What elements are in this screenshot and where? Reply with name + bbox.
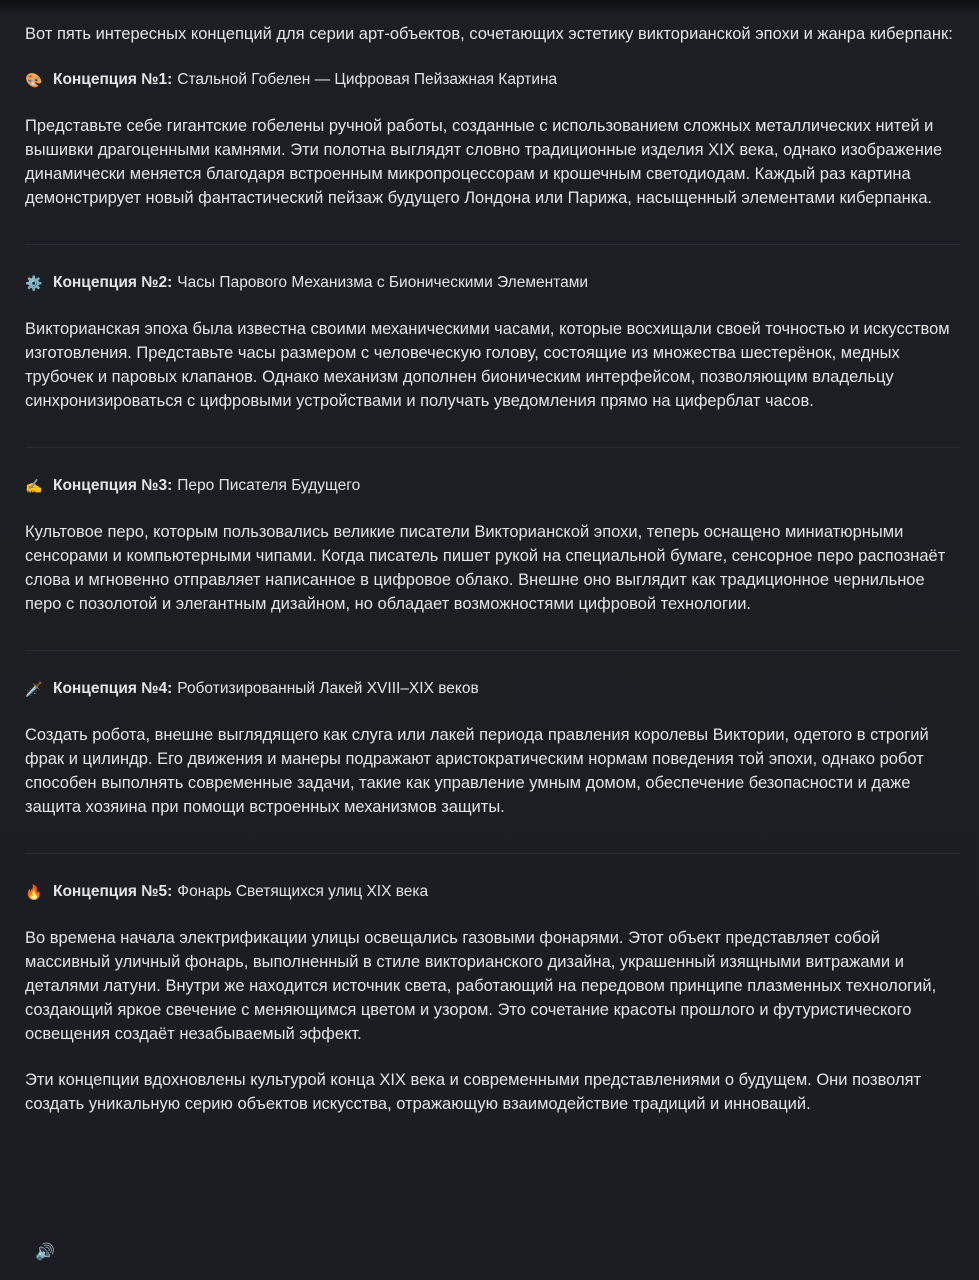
message-content <box>25 22 960 1116</box>
writing-hand-icon: ✍️ <box>25 478 43 494</box>
divider <box>25 853 960 854</box>
concept-title: Часы Парового Механизма с Бионическими Элементами <box>177 274 589 291</box>
concept-label: Концепция №2: <box>53 274 173 291</box>
intro-text: Вот пять интересных концепций для серии арт-объектов, сочетающих эстетику викторианской эпохи и жанра киберпанк: <box>25 25 953 43</box>
concept-label: Концепция №3: <box>53 477 173 494</box>
concept-1 <box>25 68 960 210</box>
concept-5 <box>25 880 960 1046</box>
concept-label: Концепция №5: <box>53 883 173 900</box>
concept-4 <box>25 677 960 819</box>
concept-title: Стальной Гобелен — Цифровая Пейзажная Картина <box>177 71 558 88</box>
concept-text: Культовое перо, которым пользовались великие писатели Викторианской эпохи, теперь оснащено миниатюрными сенсорами и компьютерными чипами. Когда писатель пишет рукой на специальной бумаге, сенсорное перо распознаёт слова и мгновенно отправляет написанное в цифровое облако. Внешне оно выглядит как традиционное чернильное перо с позолотой и элегантным дизайном, но обладает возможностями цифровой технологии. <box>25 523 946 613</box>
outro-text: Эти концепции вдохновлены культурой конца XIX века и современными представлениями о будущем. Они позволят создать уникальную серию объектов искусства, отражающую взаимодействие традиций и инноваций. <box>25 1071 922 1113</box>
divider <box>25 244 960 245</box>
concept-title: Перо Писателя Будущего <box>177 477 361 494</box>
palette-icon: 🎨 <box>25 72 43 88</box>
concept-label: Концепция №4: <box>53 680 173 697</box>
fire-icon: 🔥 <box>25 884 43 900</box>
concept-3 <box>25 474 960 616</box>
divider <box>25 650 960 651</box>
concept-text: Викторианская эпоха была известна своими механическими часами, которые восхищали своей точностью и искусством изготовления. Представьте часы размером с человеческую голову, состоящие из множества шестерёнок, медных трубочек и паровых клапанов. Однако механизм дополнен бионическим интерфейсом, позволяющим владельцу синхронизироваться с цифровыми устройствами и получать уведомления прямо на циферблат часов. <box>25 320 950 410</box>
concept-title: Фонарь Светящихся улиц XIX века <box>177 883 429 900</box>
divider <box>25 447 960 448</box>
concept-title: Роботизированный Лакей XVIII–XIX веков <box>177 680 479 697</box>
dagger-icon: 🗡️ <box>25 681 43 697</box>
concept-text: Создать робота, внешне выглядящего как слуга или лакей периода правления королевы Виктории, одетого в строгий фрак и цилиндр. Его движения и манеры подражают аристократическим нормам поведения той эпохи, однако робот способен выполнять современные задачи, такие как управление умным домом, обеспечение безопасности и даже защита хозяина при помощи встроенных механизмов защиты. <box>25 726 929 816</box>
speaker-icon[interactable]: 🔊 <box>35 1244 55 1261</box>
concept-label: Концепция №1: <box>53 71 173 88</box>
concept-text: Представьте себе гигантские гобелены ручной работы, созданные с использованием сложных металлических нитей и вышивки драгоценными камнями. Эти полотна выглядят словно традиционные изделия XIX века, однако изображение динамически меняется благодаря встроенным микропроцессорам и крошечным светодиодам. Каждый раз картина демонстрирует новый фантастический пейзаж будущего Лондона или Парижа, насыщенный элементами киберпанка. <box>25 117 943 207</box>
concept-text: Во времена начала электрификации улицы освещались газовыми фонарями. Этот объект представляет собой массивный уличный фонарь, выполненный в стиле викторианского дизайна, украшенный изящными витражами и деталями латуни. Внутри же находится источник света, работающий на передовом принципе плазменных технологий, создающий яркое свечение с меняющимся цветом и узором. Это сочетание красоты прошлого и футуристического освещения создаёт незабываемый эффект. <box>25 929 937 1043</box>
gear-icon: ⚙️ <box>25 275 43 291</box>
concept-2 <box>25 271 960 413</box>
